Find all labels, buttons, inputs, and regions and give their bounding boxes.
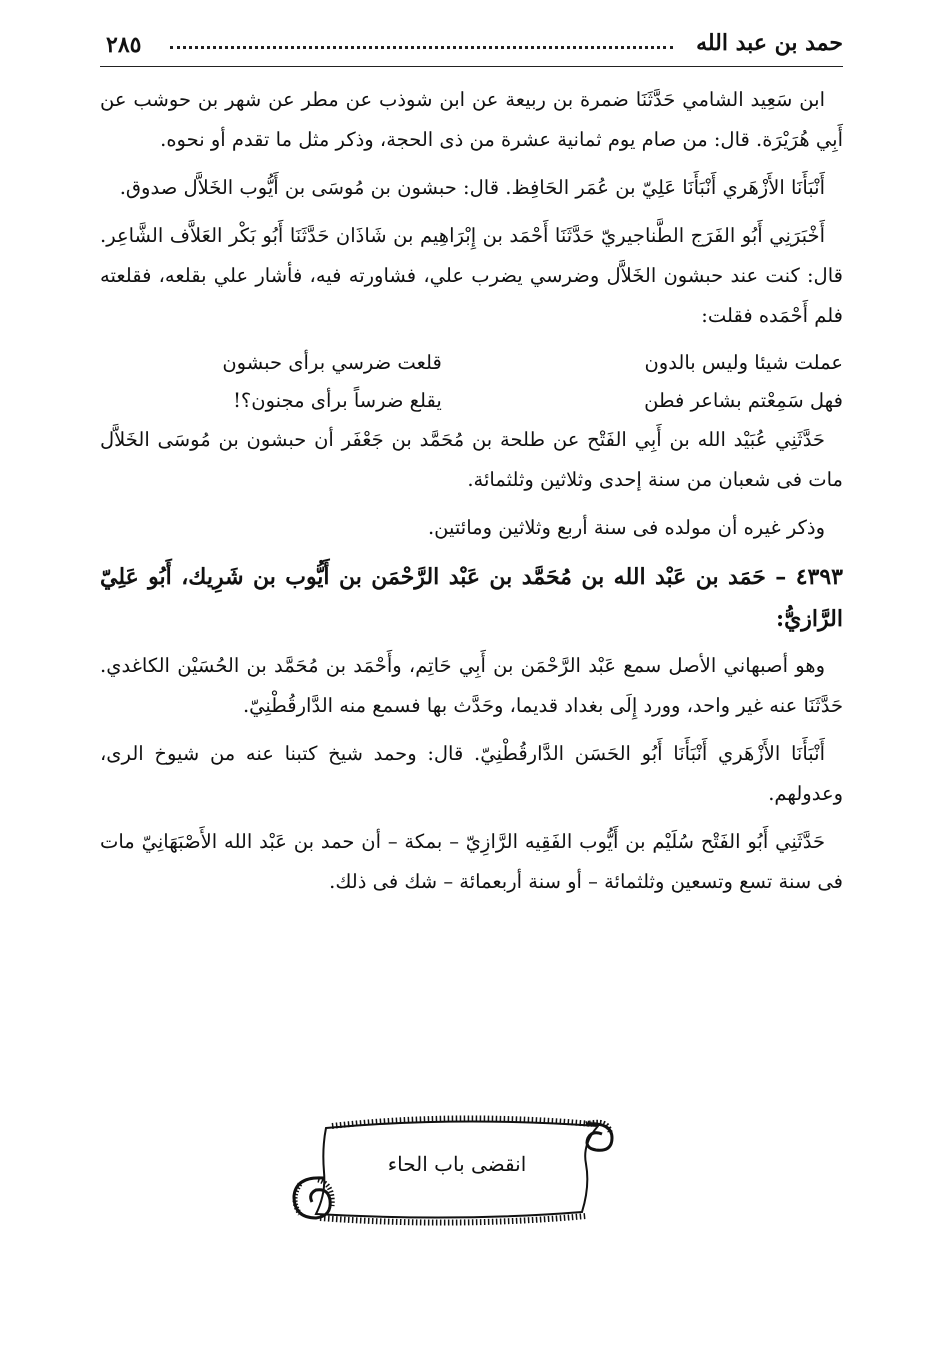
running-title: حمد بن عبد الله (696, 30, 843, 56)
verse-first-hemistich: فهل سَمِعْتم بشاعر فطن (644, 389, 843, 412)
paragraph: حَدَّثَنِي أَبُو الفَتْح سُلَيْم بن أَيُّوب الفَقِيه الرَّازِيّ – بمكة – أن حمد بن عَبْد الله الأَصْبَهَانِيّ مات فى سنة تسع وتسعين وثلثمائة – أو سنة أربعمائة – شك فى ذلك. (100, 830, 843, 893)
paragraph: أَنْبَأَنَا الأَزْهَري أَنْبَأَنَا عَلِيّ بن عُمَر الحَافِظ. قال: حبشون بن مُوسَى بن أَيُّوب الخَلاَّل صدوق. (119, 176, 825, 199)
page-number: ٢٨٥ (106, 32, 142, 58)
poem (100, 344, 843, 420)
verse-second-hemistich: قلعت ضرسي برأى حبشون (222, 351, 442, 374)
paragraph: وهو أصبهاني الأصل سمع عَبْد الرَّحْمَن بن أَبِي حَاتِم، وأَحْمَد بن مُحَمَّد بن الحُسَيْن الكاغدي. حَدَّثَنَا عنه غير واحد، وورد إِلَى بغداد قديما، وحَدَّث بها فسمع منه الدَّارقُطْنِيّ. (100, 654, 843, 717)
closing-scroll-text: انقضى باب الحاء (387, 1152, 527, 1176)
poem-verse (100, 344, 843, 382)
paragraph: أَخْبَرَنِي أَبُو الفَرَج الطَّناجيريّ حَدَّثَنَا أَحْمَد بن إِبْرَاهِيم بن شَاذَان حَدَّثَنَا أَبُو بَكْر العَلاَّف الشَّاعِر. قال: كنت عند حبشون الخَلاَّل وضرسي يضرب علي، فشاورته فيه، فأشار علي بقلعه، فقلعته فلم أَحْمَده فقلت: (100, 224, 843, 327)
paragraph: أَنْبَأَنَا الأَزْهَري أَنْبَأَنَا أَبُو الحَسَن الدَّارقُطْنِيّ. قال: وحمد شيخ كتبنا عنه من شيوخ الرى، وعدولهم. (100, 742, 843, 805)
closing-scroll-ornament (286, 1114, 628, 1226)
paragraph: وذكر غيره أن مولده فى سنة أربع وثلاثين ومائتين. (427, 516, 825, 539)
paragraph: حَدَّثَنِي عُبَيْد الله بن أَبِي الفَتْح عن طلحة بن مُحَمَّد بن جَعْفَر أن حبشون بن مُوسَى الخَلاَّل مات فى شعبان من سنة إحدى وثلاثين وثلثمائة. (100, 428, 843, 491)
paragraph: ابن سَعِيد الشامي حَدَّثَنَا ضمرة بن ربيعة عن ابن شوذب عن مطر عن شهر بن حوشب عن أَبِي هُرَيْرَة. قال: من صام يوم ثمانية عشرة من ذى الحجة، وذكر مثل ما تقدم أو نحوه. (100, 88, 843, 151)
header-dotted-leader (170, 46, 673, 49)
main-text (100, 80, 843, 910)
entry-heading: ٤٣٩٣ – حَمَد بن عَبْد الله بن مُحَمَّد بن عَبْد الرَّحْمَن بن أَيُّوب بن شَرِيك، أَبُو عَلِيّ الرَّازيُّ: (100, 564, 843, 632)
verse-second-hemistich: يقلع ضرساً برأى مجنون؟! (233, 389, 442, 412)
poem-verse (100, 382, 843, 420)
verse-first-hemistich: عملت شيئا وليس بالدون (644, 351, 843, 374)
page-header (100, 30, 843, 67)
